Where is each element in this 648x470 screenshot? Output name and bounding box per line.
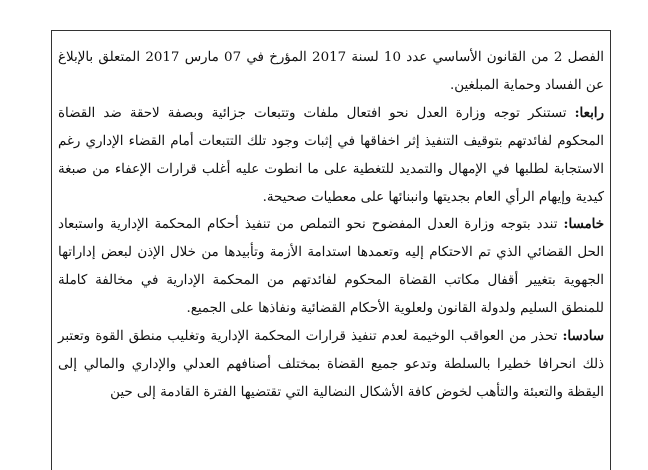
paragraph-keyword: سادسا: (562, 328, 604, 345)
paragraph-intro (58, 44, 604, 100)
paragraph-text: الفصل 2 من القانون الأساسي عدد 10 لسنة 2017 المؤرخ في 07 مارس 2017 المتعلق بالإبلاغ عن الفساد وحماية المبلغين. (58, 50, 604, 93)
paragraph-fifth (58, 211, 604, 323)
paragraph-text: تستنكر توجه وزارة العدل نحو افتعال ملفات وتتبعات جزائية وبصفة لاحقة ضد القضاة المحكوم لفائدتهم بتوقيف التنفيذ إثر اخفاقها في إثبات وجود تلك التتبعات أمام القضاء الإداري رغم الاستجابة لطلبها في الإمهال والتمديد للتغطية على ما انطوت عليه أغلب قرارات الإعفاء من صبغة كيدية وإيهام الرأي العام بجديتها وانبنائها على معطيات صحيحة. (58, 105, 604, 205)
paragraph-keyword: رابعا: (574, 104, 604, 121)
paragraph-sixth (58, 323, 604, 407)
paragraph-keyword: خامسا: (563, 216, 604, 233)
paragraph-text: تحذر من العواقب الوخيمة لعدم تنفيذ قرارات المحكمة الإدارية وتغليب منطق القوة وتعتبر ذلك انحرافا خطيرا بالسلطة وتدعو جميع القضاة بمختلف أصنافهم العدلي والإداري والمالي إلى اليقظة والتعبئة والتأهب لخوض كافة الأشكال النضالية التي تقتضيها الفترة القادمة إلى حين (58, 329, 604, 400)
document-body (58, 44, 604, 407)
paragraph-fourth (58, 100, 604, 212)
paragraph-text: تندد بتوجه وزارة العدل المفضوح نحو التملص من تنفيذ أحكام المحكمة الإدارية واستبعاد الحل القضائي الذي تم الاحتكام إليه وتعمدها استدامة الأزمة وتأبيدها من خلال الإذن لبعض إداراتها الجهوية بتغيير أقفال مكاتب القضاة المحكوم لفائدتهم من المحكمة الإدارية في مخالفة كاملة للمنطق السليم ولدولة القانون ولعلوية الأحكام القضائية ونفاذها على الجميع. (58, 217, 604, 317)
